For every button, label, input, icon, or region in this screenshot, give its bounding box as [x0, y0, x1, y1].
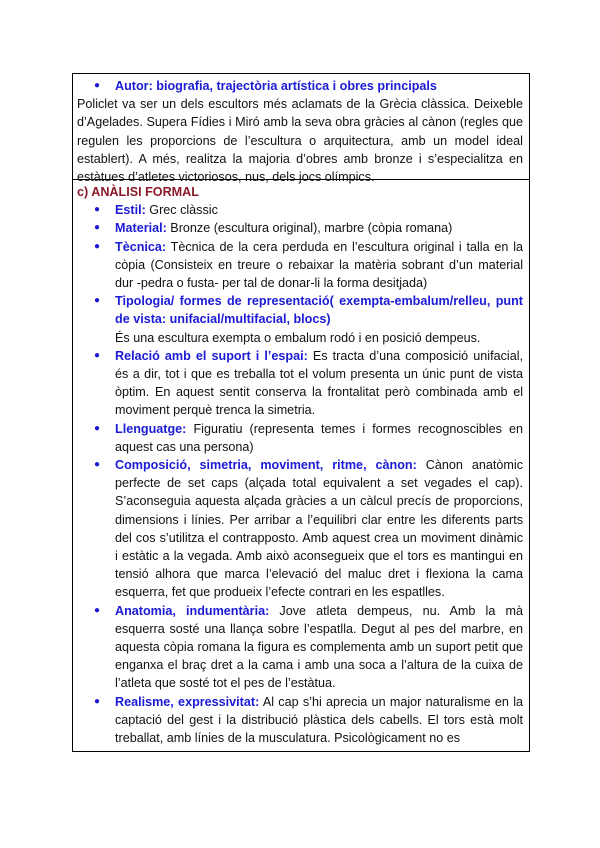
author-cell — [73, 74, 529, 185]
author-heading: Autor: biografia, trajectòria artística i obres principals — [115, 79, 437, 93]
list-item: ● Tècnica: Tècnica de la cera perduda en l’escultura original i talla en la còpia (Consisteix en treure o rebaixar la matèria sobrant d’un material dur -pedra o fusta- per tal de donar-li la forma desitjada) — [77, 238, 523, 293]
list-item: ● Anatomia, indumentària: Jove atleta dempeus, nu. Amb la mà esquerra sosté una llança sobre l’espatlla. Degut al pes del marbre, en aquesta còpia romana la figura es complementa amb un suport petit que enganxa el braç dret a la cama i amb una soca a l’altura de la cuixa de l’atleta que sosté tot el pes de l’estàtua. — [77, 602, 523, 693]
author-paragraph: Policlet va ser un dels escultors més aclamats de la Grècia clàssica. Deixeble d’Agelades. Supera Fídies i Miró amb la seva obra gràcies al cànon (regles que regulen les proporcions de l’escultura o arquitectura, amb un model ideal establert). A més, realitza la majoria d’obres amb bronze i s’especialitza en estàtues d’atletes victoriosos, nus, dels jocs olímpics. — [77, 97, 523, 185]
list-item: ● Estil: Grec clàssic — [77, 201, 523, 219]
section-title: c) ANÀLISI FORMAL — [77, 185, 199, 199]
formal-analysis-list — [77, 201, 523, 747]
list-item: ● Tipologia/ formes de representació( exempta-embalum/relleu, punt de vista: unifacial/multifacial, blocs) És una escultura exempta o embalum rodó i en posició dempeus. — [77, 292, 523, 347]
list-item: ● Relació amb el suport i l’espai: Es tracta d’una composició unifacial, és a dir, tot i que es treballa tot el volum presenta un únic punt de vista òptim. En aquest sentit conserva la frontalitat però combinada amb el moviment perquè trenca la simetria. — [77, 347, 523, 420]
list-item: ● Llenguatge: Figuratiu (representa temes i formes recognoscibles en aquest cas una persona) — [77, 420, 523, 456]
list-item: ● Realisme, expressivitat: Al cap s’hi aprecia un major naturalisme en la captació del gest i la distribució plàstica dels cabells. El tors està molt treballat, amb línies de la musculatura. Psicològicament no es — [77, 693, 523, 748]
list-item: ● Composició, simetria, moviment, ritme, cànon: Cànon anatòmic perfecte de set caps (alçada total equivalent a set vegades el cap). S’aconseguia aquesta alçada gràcies a un càlcul precís de proporcions, dimensions i línies. Per arribar a l’equilibri clar entre les diferents parts del cos s’utilitza el contrapposto. Amb aquest crea un moviment dinàmic i estàtic a la vegada. Amb això aconsegueix que el tors es mantingui en tensió alhora que marca l’elevació del maluc dret i flexiona la cama esquerra, fet que produeix l’efecte contrari en les espatlles. — [77, 456, 523, 602]
document-table — [72, 73, 530, 752]
formal-analysis-cell — [73, 179, 529, 751]
list-item: ● Material: Bronze (escultura original), marbre (còpia romana) — [77, 219, 523, 237]
